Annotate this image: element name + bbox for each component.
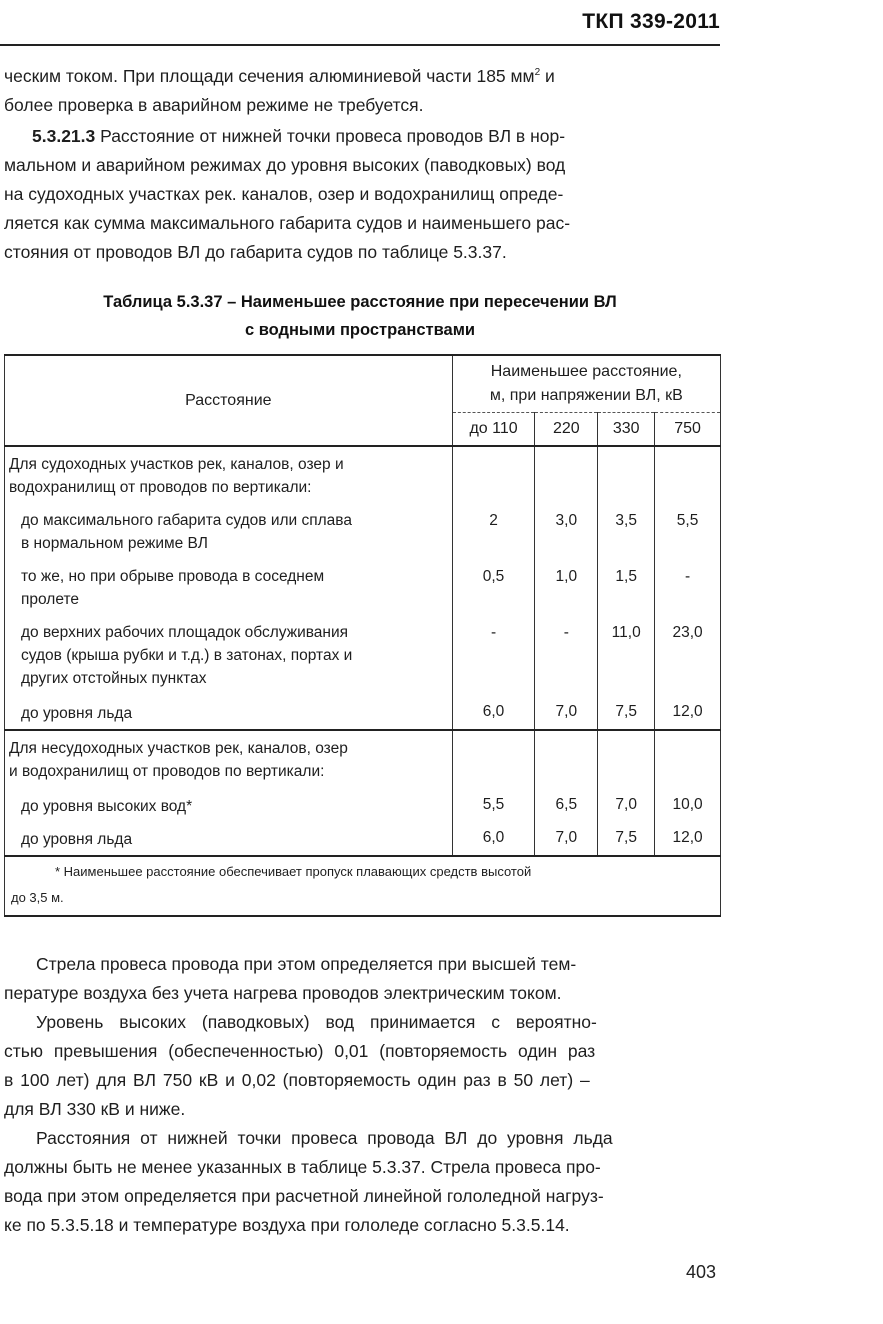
header-group-line-2: м, при напряжении ВЛ, кВ	[489, 387, 683, 404]
section-number: 5.3.21.3	[32, 126, 96, 146]
para2-line: Уровень высоких (паводковых) вод принимается с вероятно-	[36, 1012, 597, 1032]
group-title-line: Для судоходных участков рек, каналов, озер и	[9, 456, 344, 473]
value-cell: 7,0	[535, 690, 598, 730]
header-voltage: 330	[598, 413, 655, 447]
value-cell: 5,5	[452, 783, 535, 818]
value-cell: -	[535, 611, 598, 690]
row-label-line: в нормальном режиме ВЛ	[21, 535, 208, 552]
value-cell: 11,0	[598, 611, 655, 690]
group-title	[5, 446, 453, 499]
value-cell: -	[452, 611, 535, 690]
intro-paragraph	[4, 62, 720, 120]
value-cell: 3,5	[598, 499, 655, 555]
intro-line-1-text: ческим током. При площади сечения алюминиевой части 185 мм	[4, 66, 535, 86]
header-group-line-1: Наименьшее расстояние,	[490, 363, 682, 380]
table-row	[5, 611, 721, 690]
table-row	[5, 499, 721, 555]
empty-cell	[655, 730, 721, 783]
value-cell: 10,0	[655, 783, 721, 818]
intro-line-2: более проверка в аварийном режиме не требуется.	[4, 95, 424, 115]
row-label: до уровня высоких вод*	[5, 783, 453, 818]
empty-cell	[535, 730, 598, 783]
page-header	[0, 0, 720, 50]
section-line-3: на судоходных участках рек. каналов, озер и водохранилищ опреде-	[4, 184, 564, 204]
footnote-row	[5, 856, 721, 916]
table-title-line-1: Таблица 5.3.37 – Наименьшее расстояние при пересечении ВЛ	[103, 293, 617, 311]
row-label-line: судов (крыша рубки и т.д.) в затонах, портах и	[21, 647, 353, 664]
intro-line-1-tail: и	[540, 66, 555, 86]
value-cell: 7,5	[598, 818, 655, 856]
section-line-4: ляется как сумма максимального габарита судов и наименьшего рас-	[4, 213, 571, 233]
row-label	[5, 555, 453, 611]
footnote-line-1: * Наименьшее расстояние обеспечивает пропуск плавающих средств высотой	[55, 864, 532, 879]
group-title-row	[5, 730, 721, 783]
section-line-5: стояния от проводов ВЛ до габарита судов по таблице 5.3.37.	[4, 242, 507, 262]
empty-cell	[452, 730, 535, 783]
table-row	[5, 818, 721, 856]
value-cell: 12,0	[655, 690, 721, 730]
paragraph-sag	[4, 950, 720, 1008]
value-cell: 7,5	[598, 690, 655, 730]
empty-cell	[598, 446, 655, 499]
value-cell: 6,0	[452, 690, 535, 730]
row-label: до уровня льда	[5, 690, 453, 730]
value-cell: 3,0	[535, 499, 598, 555]
group-title-row	[5, 446, 721, 499]
header-voltage: 750	[655, 413, 721, 447]
value-cell: 1,5	[598, 555, 655, 611]
group-title-line: Для несудоходных участков рек, каналов, озер	[9, 740, 348, 757]
row-label-line: других отстойных пунктах	[21, 670, 207, 687]
header-voltage: 220	[535, 413, 598, 447]
para2-line: в 100 лет) для ВЛ 750 кВ и 0,02 (повторяемость один раз в 50 лет) –	[4, 1070, 590, 1090]
table-footnote	[5, 856, 721, 916]
empty-cell	[598, 730, 655, 783]
group-title-line: водохранилищ от проводов по вертикали:	[9, 479, 312, 496]
empty-cell	[655, 446, 721, 499]
footnote-line-2: до 3,5 м.	[11, 890, 64, 905]
para3-line: ке по 5.3.5.18 и температуре воздуха при гололеде согласно 5.3.5.14.	[4, 1215, 570, 1235]
row-label	[5, 611, 453, 690]
superscript: 2	[534, 67, 541, 79]
para3-line: Расстояния от нижней точки провеса провода ВЛ до уровня льда	[36, 1128, 613, 1148]
value-cell: 23,0	[655, 611, 721, 690]
intro-line-1	[4, 62, 720, 91]
value-cell: 6,5	[535, 783, 598, 818]
value-cell: 2	[452, 499, 535, 555]
row-label: до уровня льда	[5, 818, 453, 856]
page-number: 403	[686, 1262, 717, 1282]
header-voltage-group	[452, 355, 720, 413]
value-cell: 0,5	[452, 555, 535, 611]
value-cell: 6,0	[452, 818, 535, 856]
section-line-1	[4, 122, 720, 151]
row-label-line: до максимального габарита судов или сплава	[21, 512, 352, 529]
para2-line: стью превышения (обеспеченностью) 0,01 (повторяемость один раз	[4, 1041, 596, 1061]
table-title	[0, 288, 720, 344]
table-row	[5, 690, 721, 730]
value-cell: 7,0	[598, 783, 655, 818]
value-cell: -	[655, 555, 721, 611]
paragraph-ice-level	[4, 1124, 720, 1240]
value-cell: 1,0	[535, 555, 598, 611]
value-cell: 12,0	[655, 818, 721, 856]
document-code: ТКП 339-2011	[582, 10, 720, 33]
table-header-row	[5, 355, 721, 413]
row-label-line: пролете	[21, 591, 79, 608]
table-row	[5, 555, 721, 611]
value-cell: 7,0	[535, 818, 598, 856]
section-line-2: мальном и аварийном режимах до уровня высоких (паводковых) вод	[4, 155, 566, 175]
group-title-line: и водохранилищ от проводов по вертикали:	[9, 763, 325, 780]
value-cell: 5,5	[655, 499, 721, 555]
para2-line: для ВЛ 330 кВ и ниже.	[4, 1099, 186, 1119]
para3-line: вода при этом определяется при расчетной линейной гололедной нагруз-	[4, 1186, 604, 1206]
empty-cell	[452, 446, 535, 499]
distance-table	[4, 354, 721, 917]
paragraph-flood-level	[4, 1008, 720, 1124]
empty-cell	[535, 446, 598, 499]
para1-line: пературе воздуха без учета нагрева проводов электрическим током.	[4, 983, 562, 1003]
row-label	[5, 499, 453, 555]
row-label-line: то же, но при обрыве провода в соседнем	[21, 568, 325, 585]
row-label-line: до верхних рабочих площадок обслуживания	[21, 624, 349, 641]
header-distance: Расстояние	[5, 355, 453, 446]
para1-line: Стрела провеса провода при этом определяется при высшей тем-	[36, 954, 577, 974]
section-paragraph	[4, 122, 720, 267]
header-rule	[0, 44, 720, 46]
table-container	[4, 354, 721, 917]
header-voltage: до 110	[452, 413, 535, 447]
para3-line: должны быть не менее указанных в таблице 5.3.37. Стрела провеса про-	[4, 1157, 601, 1177]
table-title-line-2: с водными пространствами	[244, 321, 476, 339]
group-title	[5, 730, 453, 783]
table-row	[5, 783, 721, 818]
section-line-1-text: Расстояние от нижней точки провеса проводов ВЛ в нор-	[95, 126, 566, 146]
